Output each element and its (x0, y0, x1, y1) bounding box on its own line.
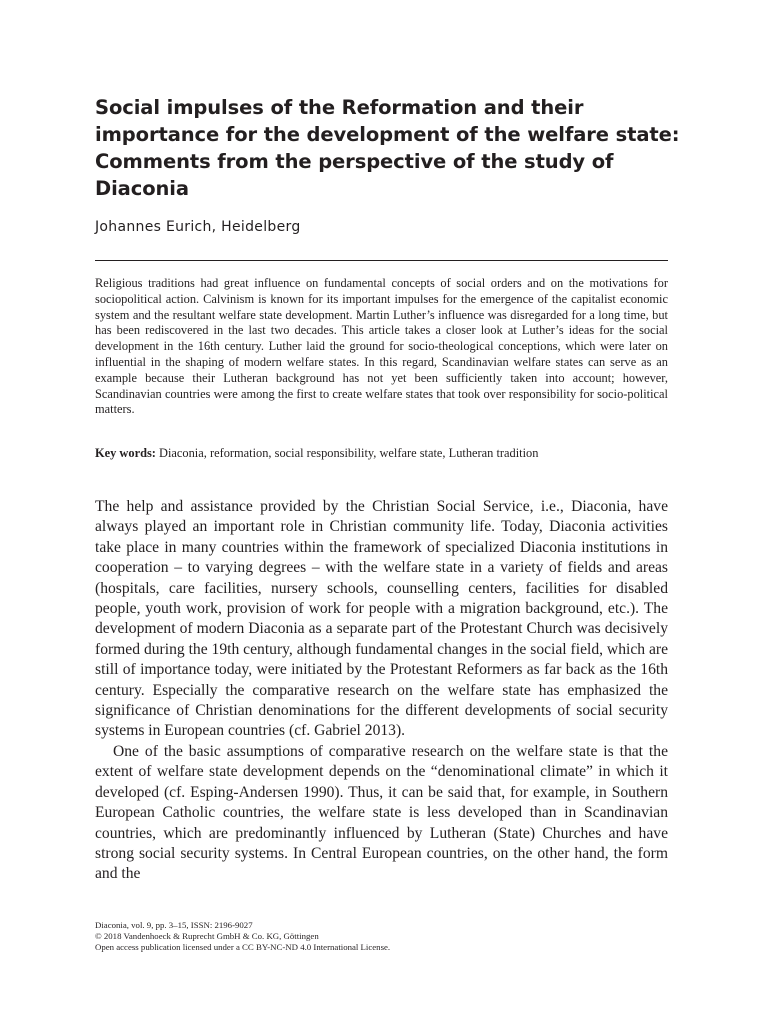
article-title: Social impulses of the Reformation and their importance for the development of the welfare state: Comments from the perspective of the study of Diaconia (95, 96, 680, 200)
keywords-label: Key words: (95, 446, 156, 460)
body-paragraph: One of the basic assumptions of comparative research on the welfare state is that the extent of welfare state development depends on the “denominational climate” in which it developed (cf. Esping-Andersen 1990). Thus, it can be said that, for example, in Southern European Catholic countries, the welfare state is less developed than in Scandinavian countries, which are predominantly influenced by Lutheran (State) Churches and have strong social security systems. In Central European countries, on the other hand, the form and the (95, 742, 668, 883)
author-line: Johannes Eurich, Heidelberg (95, 219, 301, 235)
body-paragraph: The help and assistance provided by the Christian Social Service, i.e., Diaconia, have always played an important role in Christian community life. Today, Diaconia activities take place in many countries within the framework of specialized Diaconia institutions in cooperation – to varying degrees – with the welfare state in a variety of fields and areas (hospitals, care facilities, nursery schools, counselling centers, facilities for disabled people, youth work, provision of work for people with a migration background, etc.). The development of modern Diaconia as a separate part of the Protestant Church was decisively formed during the 19th century, although fundamental changes in the social field, which are still of importance today, were initiated by the Protestant Reformers as far back as the 16th century. Especially the comparative research on the welfare state has emphasized the significance of Christian denominations for the different developments of social security systems in European countries (cf. Gabriel 2013). (95, 498, 668, 740)
keywords-line (95, 445, 668, 461)
journal-citation: Diaconia, vol. 9, pp. 3–15, ISSN: 2196-9027 (95, 920, 253, 930)
header-divider (95, 260, 668, 261)
body-text (95, 497, 668, 885)
keywords-values: Diaconia, reformation, social responsibility, welfare state, Lutheran tradition (159, 446, 539, 460)
license-notice: Open access publication licensed under a CC BY-NC-ND 4.0 International License. (95, 942, 391, 952)
abstract-text: Religious traditions had great influence on fundamental concepts of social orders and on the motivations for sociopolitical action. Calvinism is known for its important impulses for the emergence of the capitalist economic system and the resultant welfare state development. Martin Luther’s influence was disregarded for a long time, but has been rediscovered in the last two decades. This article takes a closer look at Luther’s ideas for the social development in the 16th century. Luther laid the ground for socio-theological conceptions, which were later on influential in the shaping of modern welfare states. In this regard, Scandinavian welfare states can serve as an example because their Lutheran background has not yet been sufficiently taken into account; however, Scandinavian countries were among the first to create welfare states that took over responsibility for socio-political matters. (95, 276, 668, 417)
copyright-notice: © 2018 Vandenhoeck & Ruprecht GmbH & Co. KG, Göttingen (95, 931, 319, 941)
page-footer (95, 920, 668, 953)
